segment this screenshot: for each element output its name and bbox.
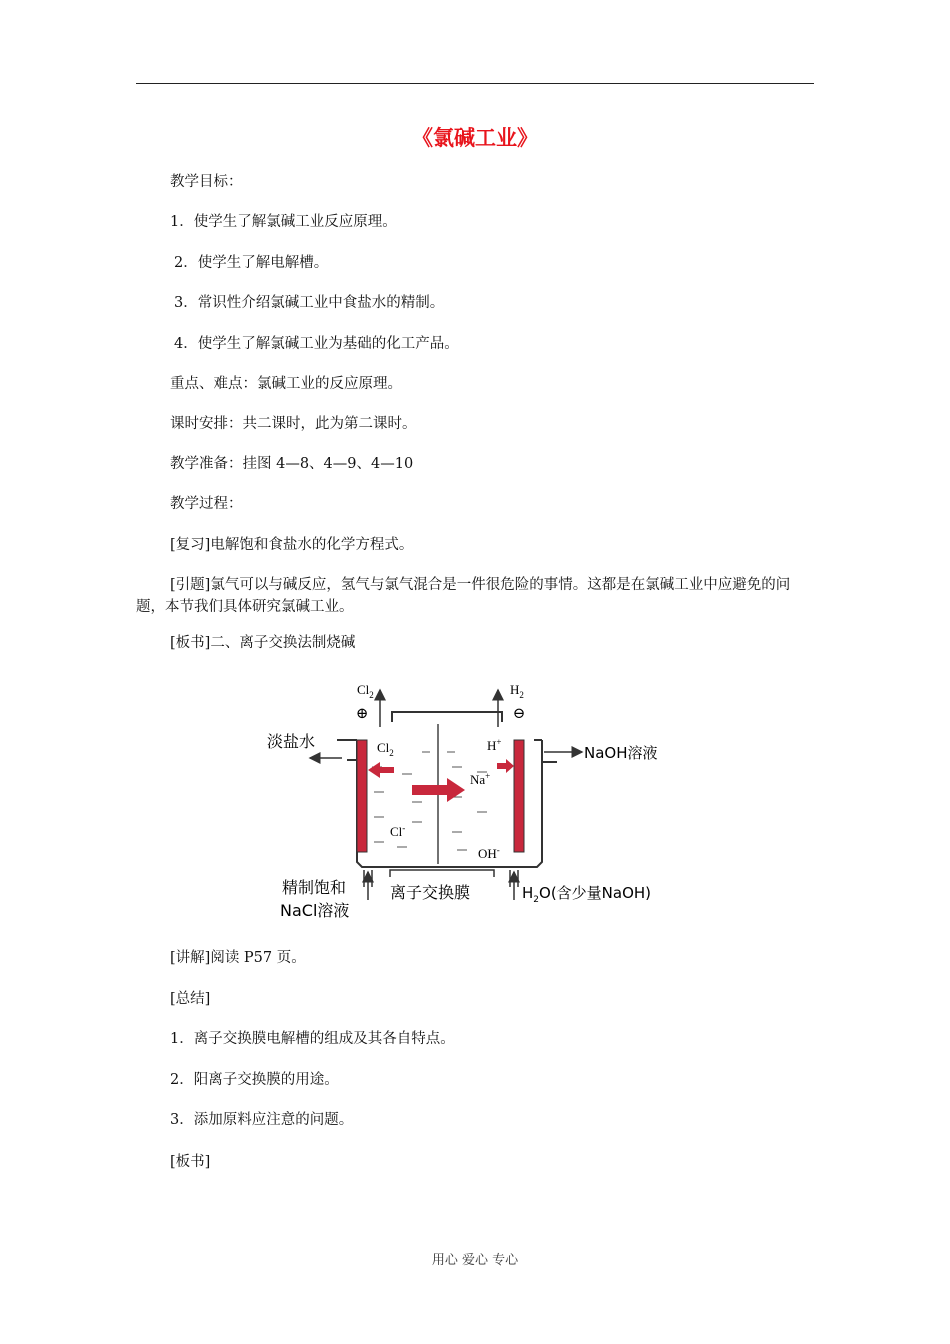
- inlet-right-subscript: 2: [533, 895, 540, 905]
- explain-note: [讲解]阅读 P57 页。: [170, 950, 306, 966]
- inlet-right-prefix: H: [522, 884, 534, 902]
- svg-text:H2O(含少量NaOH): [522, 884, 651, 905]
- page-footer: 用心 爱心 专心: [431, 1253, 519, 1268]
- summary-heading: [总结]: [170, 991, 211, 1007]
- schedule: 课时安排：共二课时，此为第二课时。: [170, 416, 417, 432]
- key-points: 重点、难点：氯碱工业的反应原理。: [170, 376, 402, 392]
- cathode: [514, 740, 524, 852]
- inlet-left-label-2: NaCl溶液: [280, 901, 350, 920]
- cl-migration-arrow: [368, 762, 394, 778]
- h2-top-subscript: 2: [519, 690, 524, 700]
- summary-item: 1．离子交换膜电解槽的组成及其各自特点。: [170, 1031, 455, 1047]
- svg-text:Na+: [470, 771, 490, 787]
- review-note: [复习]电解饱和食盐水的化学方程式。: [170, 537, 414, 553]
- cl-minus-label: Cl: [390, 824, 403, 839]
- membrane-label: 离子交换膜: [390, 883, 471, 902]
- svg-text:Cl-: [390, 823, 405, 839]
- page-title: 《氯碱工业》: [412, 126, 538, 150]
- summary-item: 2．阳离子交换膜的用途。: [170, 1072, 339, 1088]
- oh-minus-superscript: -: [496, 845, 500, 855]
- intro-paragraph: [引题]氯气可以与碱反应，氢气与氯气混合是一件很危险的事情。这都是在氯碱工业中应避免的问题，本节我们具体研究氯碱工业。: [136, 577, 791, 615]
- inlet-left-label-1: 精制饱和: [282, 878, 347, 897]
- svg-text:H+: [487, 737, 501, 753]
- svg-text:H2: [510, 682, 524, 700]
- inlet-right-suffix: O(含少量NaOH): [539, 884, 652, 902]
- summary-item: 3．添加原料应注意的问题。: [170, 1112, 354, 1128]
- cl-minus-superscript: -: [402, 823, 406, 833]
- h2-top-label: H: [510, 682, 520, 697]
- anode: [357, 740, 367, 852]
- process-heading: 教学过程：: [170, 496, 243, 512]
- header-rule: [136, 83, 814, 84]
- naoh-solution-label: NaOH溶液: [584, 744, 658, 762]
- anode-sign: ⊕: [355, 706, 369, 722]
- dilute-brine-label: 淡盐水: [267, 732, 316, 751]
- objective-item: 2．使学生了解电解槽。: [174, 255, 329, 271]
- board-note: [板书]二、离子交换法制烧碱: [170, 635, 356, 651]
- cl2-inner-label: Cl: [377, 740, 390, 755]
- objective-item: 3．常识性介绍氯碱工业中食盐水的精制。: [174, 295, 445, 311]
- svg-text:Cl2: [357, 682, 374, 700]
- cathode-sign: ⊖: [512, 706, 526, 722]
- svg-text:OH-: [478, 845, 500, 861]
- objective-item: 1．使学生了解氯碱工业反应原理。: [170, 214, 397, 230]
- cl2-top-label: Cl: [357, 682, 370, 697]
- h-plus-label: H: [487, 738, 497, 753]
- svg-text:Cl2: [377, 740, 394, 758]
- membrane-bracket: [390, 870, 494, 877]
- objectives-heading: 教学目标：: [170, 174, 243, 190]
- h-plus-superscript: +: [496, 737, 502, 747]
- oh-minus-label: OH: [478, 846, 497, 861]
- na-plus-label: Na: [470, 772, 486, 787]
- objective-item: 4．使学生了解氯碱工业为基础的化工产品。: [174, 336, 459, 352]
- h-migration-arrow: [497, 759, 514, 773]
- cl2-top-subscript: 2: [369, 690, 374, 700]
- preparation: 教学准备：挂图 4—8、4—9、4—10: [170, 456, 414, 472]
- board-note-2: [板书]: [170, 1154, 211, 1170]
- na-plus-superscript: +: [485, 771, 491, 781]
- electrolysis-cell-diagram: [262, 672, 686, 924]
- cl2-inner-subscript: 2: [389, 748, 394, 758]
